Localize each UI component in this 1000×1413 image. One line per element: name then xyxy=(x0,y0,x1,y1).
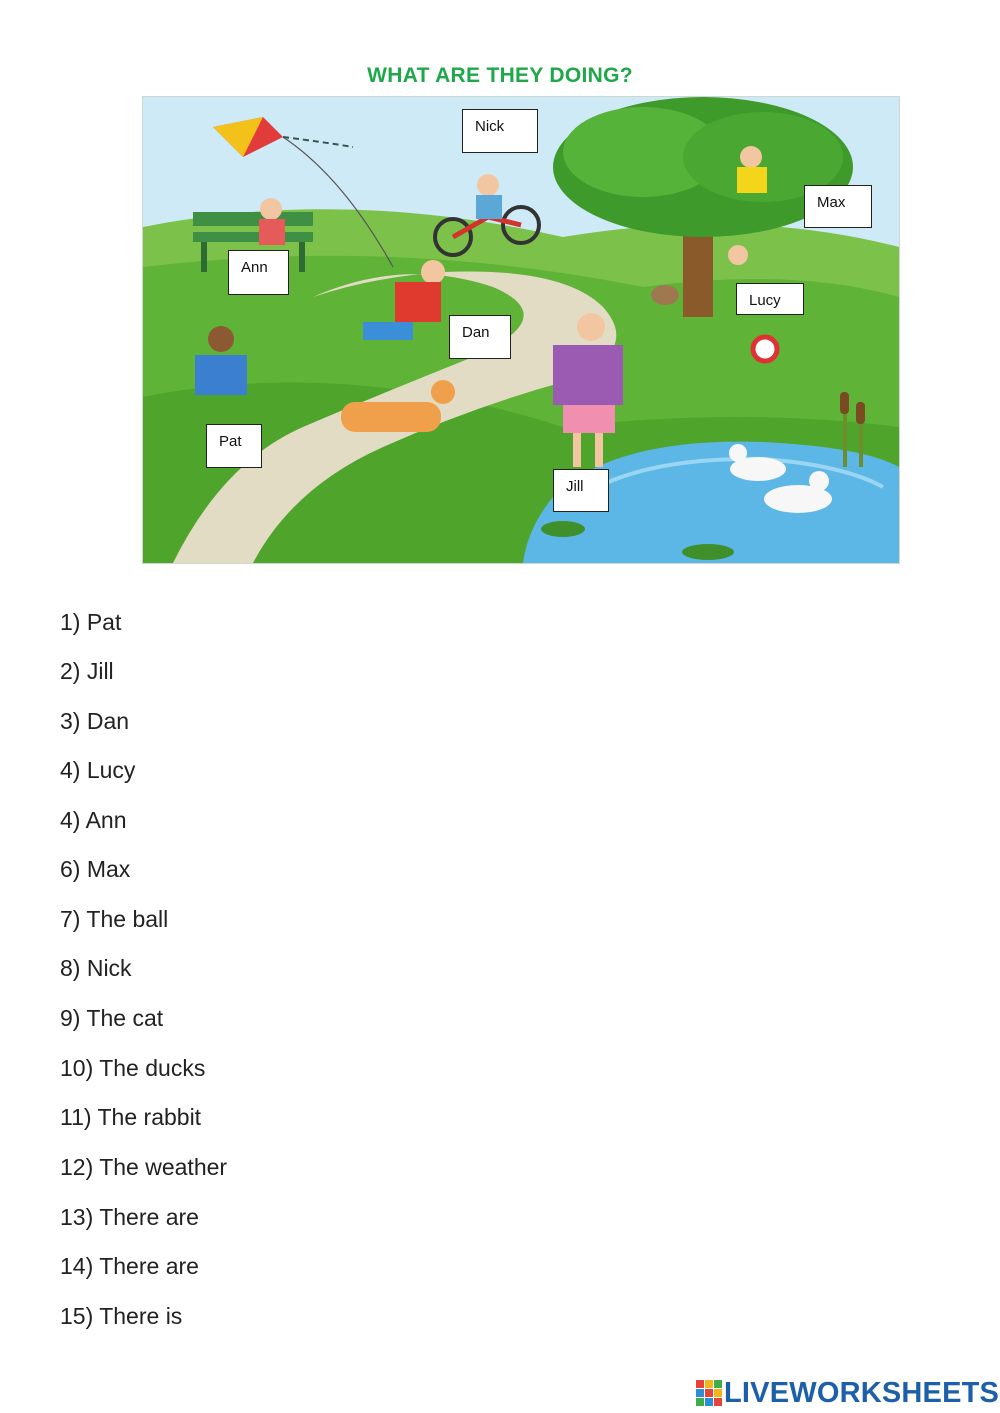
label-max: Max xyxy=(804,185,872,228)
question-item: 12) The weather xyxy=(60,1154,228,1180)
liveworksheets-logo-icon xyxy=(696,1380,722,1406)
question-item: 14) There are xyxy=(60,1253,199,1279)
park-scene-drawing xyxy=(143,97,899,563)
question-item: 7) The ball xyxy=(60,906,169,932)
label-pat: Pat xyxy=(206,424,262,468)
question-item: 10) The ducks xyxy=(60,1055,206,1081)
question-item: 4) Lucy xyxy=(60,757,136,783)
label-nick: Nick xyxy=(462,109,538,153)
question-item: 4) Ann xyxy=(60,807,127,833)
liveworksheets-logo[interactable] xyxy=(696,1377,999,1409)
label-jill: Jill xyxy=(553,469,609,512)
question-item: 8) Nick xyxy=(60,955,132,981)
question-item: 6) Max xyxy=(60,856,131,882)
label-lucy: Lucy xyxy=(736,283,804,315)
label-dan: Dan xyxy=(449,315,511,359)
question-item: 13) There are xyxy=(60,1204,199,1230)
page-title: WHAT ARE THEY DOING? xyxy=(367,64,633,87)
question-item: 3) Dan xyxy=(60,708,130,734)
question-item: 2) Jill xyxy=(60,658,114,684)
question-item: 15) There is xyxy=(60,1303,183,1329)
question-item: 9) The cat xyxy=(60,1005,164,1031)
logo-text: LIVEWORKSHEETS xyxy=(724,1376,1000,1409)
park-scene-illustration xyxy=(142,96,900,564)
question-item: 1) Pat xyxy=(60,609,122,635)
question-item: 11) The rabbit xyxy=(60,1104,202,1130)
label-ann: Ann xyxy=(228,250,289,295)
